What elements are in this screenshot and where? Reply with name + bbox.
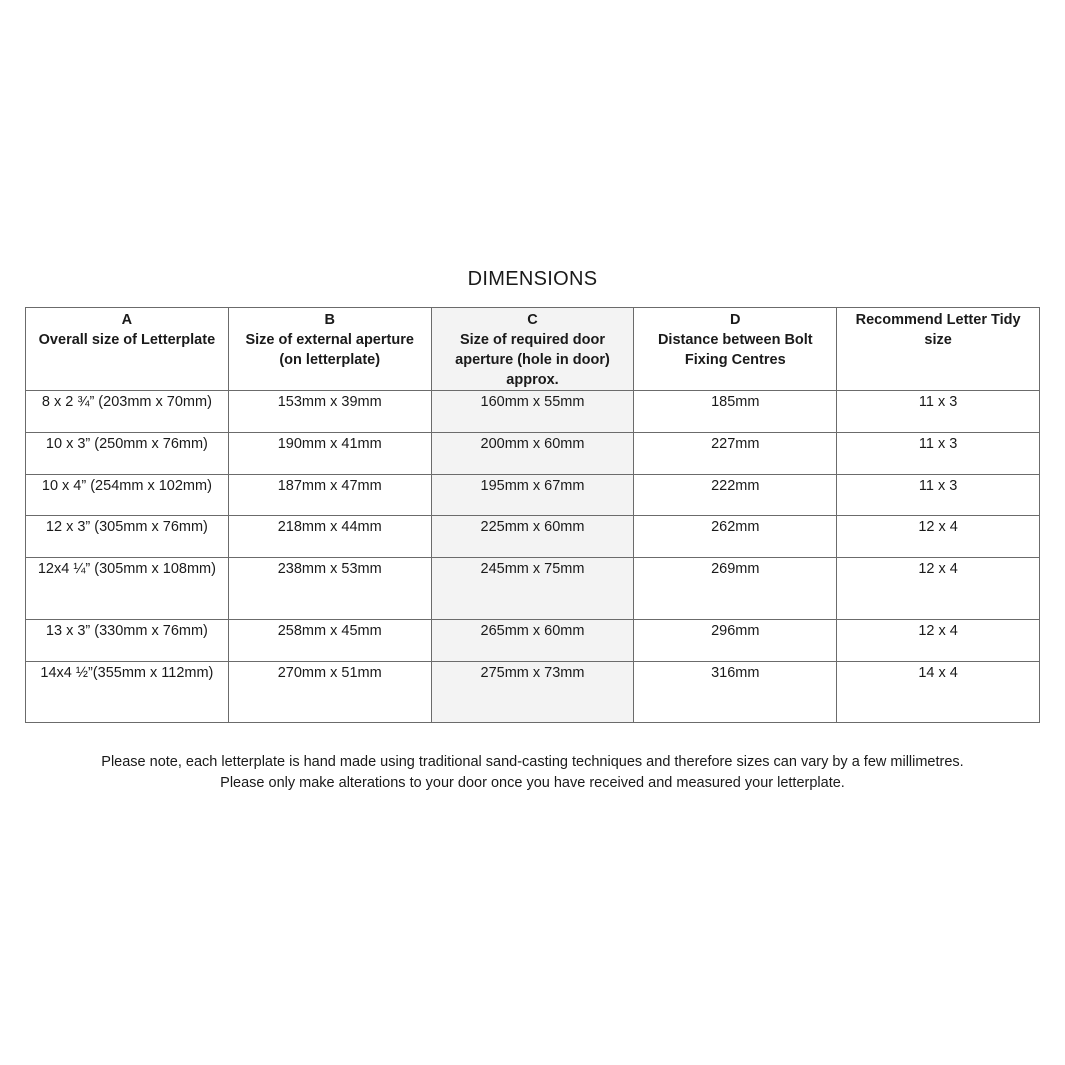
header-d — [634, 308, 837, 391]
table-header-row — [26, 308, 1040, 391]
disclaimer-notes — [0, 752, 1065, 794]
header-c — [431, 308, 634, 391]
cell-external-aperture: 258mm x 45mm — [228, 620, 431, 662]
cell-bolt-centres: 227mm — [634, 433, 837, 475]
cell-door-aperture: 265mm x 60mm — [431, 620, 634, 662]
cell-external-aperture: 187mm x 47mm — [228, 475, 431, 516]
header-letter-tidy — [837, 308, 1040, 391]
note-line: Please note, each letterplate is hand made using traditional sand-casting techniques and therefore sizes can vary by a few millimetres. — [101, 754, 964, 770]
cell-overall-size: 13 x 3” (330mm x 76mm) — [26, 620, 229, 662]
cell-overall-size: 10 x 3” (250mm x 76mm) — [26, 433, 229, 475]
header-label: Recommend Letter Tidy size — [855, 312, 1021, 348]
cell-letter-tidy: 11 x 3 — [837, 433, 1040, 475]
header-label: Distance between Bolt Fixing Centres — [657, 332, 813, 368]
table-row — [26, 516, 1040, 558]
cell-door-aperture: 275mm x 73mm — [431, 662, 634, 723]
page-title: DIMENSIONS — [467, 268, 598, 290]
cell-overall-size: 12x4 ¼” (305mm x 108mm) — [26, 558, 229, 620]
cell-external-aperture: 238mm x 53mm — [228, 558, 431, 620]
cell-bolt-centres: 222mm — [634, 475, 837, 516]
header-a — [26, 308, 229, 391]
table-row — [26, 558, 1040, 620]
header-letter: C — [527, 312, 538, 328]
dimensions-table — [25, 307, 1040, 723]
table-row — [26, 475, 1040, 516]
cell-letter-tidy: 14 x 4 — [837, 662, 1040, 723]
table-row — [26, 662, 1040, 723]
cell-door-aperture: 200mm x 60mm — [431, 433, 634, 475]
cell-overall-size: 8 x 2 ¾” (203mm x 70mm) — [26, 391, 229, 433]
cell-external-aperture: 270mm x 51mm — [228, 662, 431, 723]
cell-door-aperture: 195mm x 67mm — [431, 475, 634, 516]
cell-door-aperture: 245mm x 75mm — [431, 558, 634, 620]
cell-external-aperture: 218mm x 44mm — [228, 516, 431, 558]
cell-overall-size: 14x4 ½”(355mm x 112mm) — [26, 662, 229, 723]
cell-letter-tidy: 11 x 3 — [837, 391, 1040, 433]
table-row — [26, 433, 1040, 475]
cell-external-aperture: 190mm x 41mm — [228, 433, 431, 475]
table-row — [26, 391, 1040, 433]
cell-letter-tidy: 11 x 3 — [837, 475, 1040, 516]
table-row — [26, 620, 1040, 662]
header-letter: B — [324, 312, 335, 328]
cell-external-aperture: 153mm x 39mm — [228, 391, 431, 433]
header-label: Size of required door aperture (hole in door) approx. — [455, 332, 610, 388]
note-line: Please only make alterations to your door once you have received and measured your letterplate. — [220, 775, 845, 791]
header-b — [228, 308, 431, 391]
cell-bolt-centres: 262mm — [634, 516, 837, 558]
cell-letter-tidy: 12 x 4 — [837, 558, 1040, 620]
header-label: Size of external aperture (on letterplate) — [245, 332, 414, 368]
cell-bolt-centres: 296mm — [634, 620, 837, 662]
cell-letter-tidy: 12 x 4 — [837, 516, 1040, 558]
cell-door-aperture: 225mm x 60mm — [431, 516, 634, 558]
header-letter: A — [121, 312, 133, 328]
cell-overall-size: 12 x 3” (305mm x 76mm) — [26, 516, 229, 558]
header-letter: D — [730, 312, 741, 328]
cell-letter-tidy: 12 x 4 — [837, 620, 1040, 662]
cell-bolt-centres: 269mm — [634, 558, 837, 620]
cell-overall-size: 10 x 4” (254mm x 102mm) — [26, 475, 229, 516]
cell-door-aperture: 160mm x 55mm — [431, 391, 634, 433]
header-label: Overall size of Letterplate — [38, 332, 216, 348]
cell-bolt-centres: 316mm — [634, 662, 837, 723]
cell-bolt-centres: 185mm — [634, 391, 837, 433]
